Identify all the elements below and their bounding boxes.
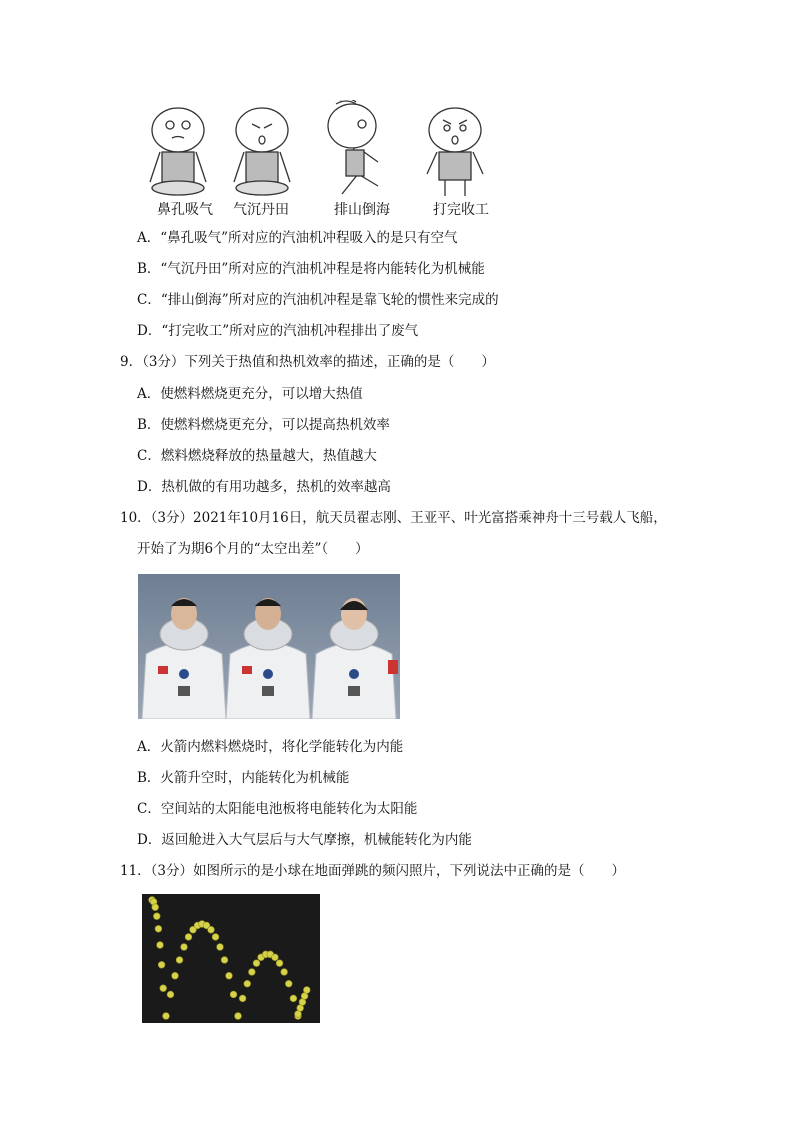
strobe-ball xyxy=(181,944,188,951)
q8-option-c: C．“排山倒海”所对应的汽油机冲程是靠飞轮的惯性来完成的 xyxy=(137,292,499,308)
q9-option-b: B．使燃料燃烧更充分，可以提高热机效率 xyxy=(137,417,390,433)
caption-nostril-inhale: 鼻孔吸气 xyxy=(157,202,213,218)
strobe-ball xyxy=(208,926,215,933)
q8-option-d: D．“打完收工”所对应的汽油机冲程排出了废气 xyxy=(137,323,419,339)
cartoon-person-4 xyxy=(427,108,483,196)
stroke-cartoon-figure xyxy=(140,100,510,200)
q9-option-d: D．热机做的有用功越多，热机的效率越高 xyxy=(137,479,391,495)
caption-overturn-sea: 排山倒海 xyxy=(334,202,390,218)
q10-option-d: D．返回舱进入大气层后与大气摩擦，机械能转化为内能 xyxy=(137,832,472,848)
strobe-ball xyxy=(221,957,228,964)
strobe-ball xyxy=(155,925,162,932)
strobe-ball xyxy=(230,991,237,998)
strobe-ball xyxy=(226,972,233,979)
strobe-ball xyxy=(290,995,297,1002)
astronauts-photo xyxy=(138,574,400,719)
strobe-ball xyxy=(253,960,260,967)
q9-option-a: A．使燃料燃烧更充分，可以增大热值 xyxy=(137,386,363,402)
q10-stem-line2: 开始了为期6个月的“太空出差”（ ） xyxy=(137,541,369,557)
strobe-ball xyxy=(217,944,224,951)
bouncing-ball-strobe-photo xyxy=(142,894,320,1023)
strobe-ball xyxy=(176,957,183,964)
q9-option-c: C．燃料燃烧释放的热量越大，热值越大 xyxy=(137,448,377,464)
strobe-ball xyxy=(185,934,192,941)
strobe-ball xyxy=(160,985,167,992)
strobe-ball xyxy=(167,991,174,998)
strobe-ball xyxy=(153,913,160,920)
q9-stem: 9．（3分）下列关于热值和热机效率的描述，正确的是（ ） xyxy=(120,354,495,370)
strobe-ball xyxy=(248,969,255,976)
cartoon-person-2 xyxy=(234,108,290,195)
q11-stem: 11．（3分）如图所示的是小球在地面弹跳的频闪照片，下列说法中正确的是（ ） xyxy=(120,863,626,879)
strobe-ball xyxy=(158,961,165,968)
strobe-ball xyxy=(272,954,279,961)
strobe-ball xyxy=(235,1013,242,1020)
strobe-ball xyxy=(157,942,164,949)
q8-option-a: A．“鼻孔吸气”所对应的汽油机冲程吸入的是只有空气 xyxy=(137,230,458,246)
q10-option-b: B．火箭升空时，内能转化为机械能 xyxy=(137,770,350,786)
q8-option-b: B．“气沉丹田”所对应的汽油机冲程是将内能转化为机械能 xyxy=(137,261,485,277)
strobe-ball xyxy=(212,934,219,941)
strobe-ball xyxy=(285,980,292,987)
cartoon-person-3 xyxy=(328,100,378,194)
strobe-ball xyxy=(239,995,246,1002)
strobe-ball xyxy=(244,980,251,987)
strobe-ball xyxy=(172,972,179,979)
strobe-ball xyxy=(163,1013,170,1020)
q10-option-c: C．空间站的太阳能电池板将电能转化为太阳能 xyxy=(137,801,418,817)
caption-finish-work: 打完收工 xyxy=(433,202,489,218)
q10-stem-line1: 10．（3分）2021年10月16日，航天员翟志刚、王亚平、叶光富搭乘神舟十三号载人飞船， xyxy=(120,510,667,526)
strobe-ball xyxy=(276,960,283,967)
cartoon-person-1 xyxy=(150,108,206,195)
caption-qi-sink: 气沉丹田 xyxy=(233,202,289,218)
q10-option-a: A．火箭内燃料燃烧时，将化学能转化为内能 xyxy=(137,739,404,755)
strobe-ball xyxy=(303,987,310,994)
strobe-ball xyxy=(152,904,159,911)
strobe-ball xyxy=(281,969,288,976)
